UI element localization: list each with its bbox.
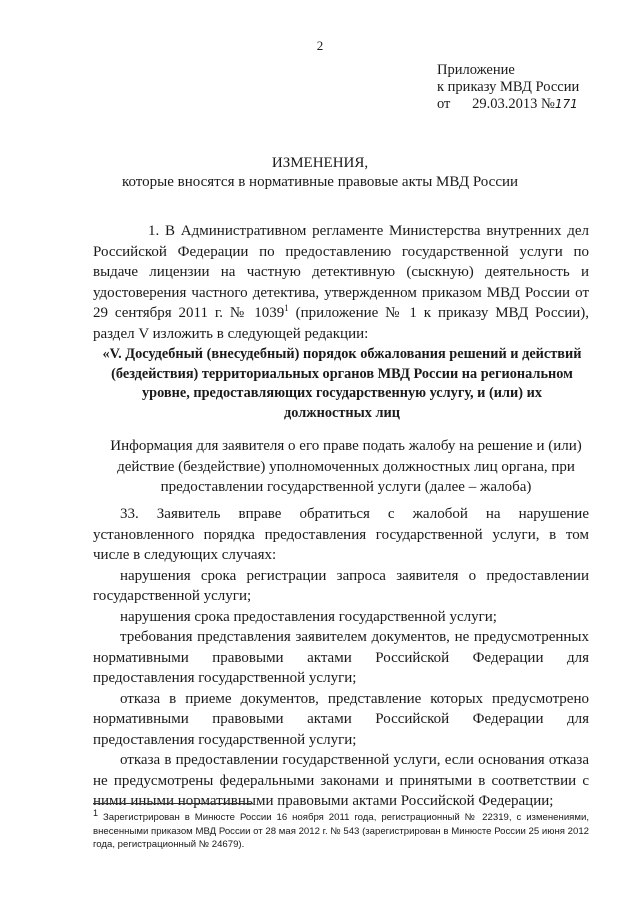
number-prefix: № <box>541 96 555 112</box>
footnote <box>93 807 589 852</box>
order-number: 171 <box>554 97 578 111</box>
title-subheading: которые вносятся в нормативные правовые акты МВД России <box>121 174 519 190</box>
list-item: требования представления заявителем документов, не предусмотренных нормативными правовыми актами Российской Федерации для предоставления государственной услуги; <box>93 629 589 686</box>
paragraph-1-text-end: (приложение № 1 к приказу МВД России), раздел V изложить в следующей редакции: <box>93 305 590 342</box>
info-heading: Информация для заявителя о его праве подать жалобу на решение и (или) действие (бездействие) уполномоченных должностных лиц органа, при предоставлении государственной услуги (далее – жалоба) <box>110 438 582 495</box>
appendix-order-ref: к приказу МВД России <box>437 79 580 95</box>
body-text <box>93 504 589 812</box>
section-heading: «V. Досудебный (внесудебный) порядок обжалования решений и действий (бездействия) территориальных органов МВД России на региональном уровне, предоставляющих государственную услугу, и (или) их должностных лиц <box>102 346 582 421</box>
appendix-label: Приложение <box>437 62 515 78</box>
page-number: 2 <box>316 38 324 53</box>
list-item: отказа в предоставлении государственной услуги, если основания отказа не предусмотрены федеральными законами и принятыми в соответствии с ними иными нормативными правовыми актами Российской Федерации; <box>93 752 589 809</box>
date-prefix: от <box>437 96 451 112</box>
appendix-date-line <box>437 96 579 113</box>
footnote-text: Зарегистрирован в Минюсте России 16 ноября 2011 года, регистрационный № 22319, с изменениями, внесенными приказом МВД России от 28 мая 2012 г. № 543 (зарегистрирован в Минюсте России 25 июня 2012 года, регистрационный № 24679). <box>93 812 589 850</box>
paragraph-33: 33. Заявитель вправе обратиться с жалобой на нарушение установленного порядка предоставления государственной услуги, в том числе в следующих случаях: <box>93 506 589 563</box>
appendix-block <box>437 62 579 113</box>
list-item: нарушения срока регистрации запроса заявителя о предоставлении государственной услуги; <box>93 567 589 604</box>
footnote-marker: 1 <box>93 807 99 818</box>
footnote-ref: 1 <box>284 303 289 313</box>
title-heading: ИЗМЕНЕНИЯ, <box>271 155 369 171</box>
order-date: 29.03.2013 <box>472 96 538 112</box>
list-item: нарушения срока предоставления государственной услуги; <box>120 608 497 625</box>
footnote-divider <box>93 803 253 804</box>
paragraph-1-text: 1. В Административном регламенте Министерства внутренних дел Российской Федерации по предоставлению государственной услуги по выдаче лицензии на частную детективную (сыскную) деятельность и удостоверения частного детектива, утвержденном приказом МВД России от 29 сентября 2011 г. № 1039 <box>93 223 589 321</box>
paragraph-1 <box>93 221 589 344</box>
list-item: отказа в приеме документов, представление которых предусмотрено нормативными правовыми актами Российской Федерации для предоставления государственной услуги; <box>93 690 589 748</box>
document-title <box>0 154 640 192</box>
